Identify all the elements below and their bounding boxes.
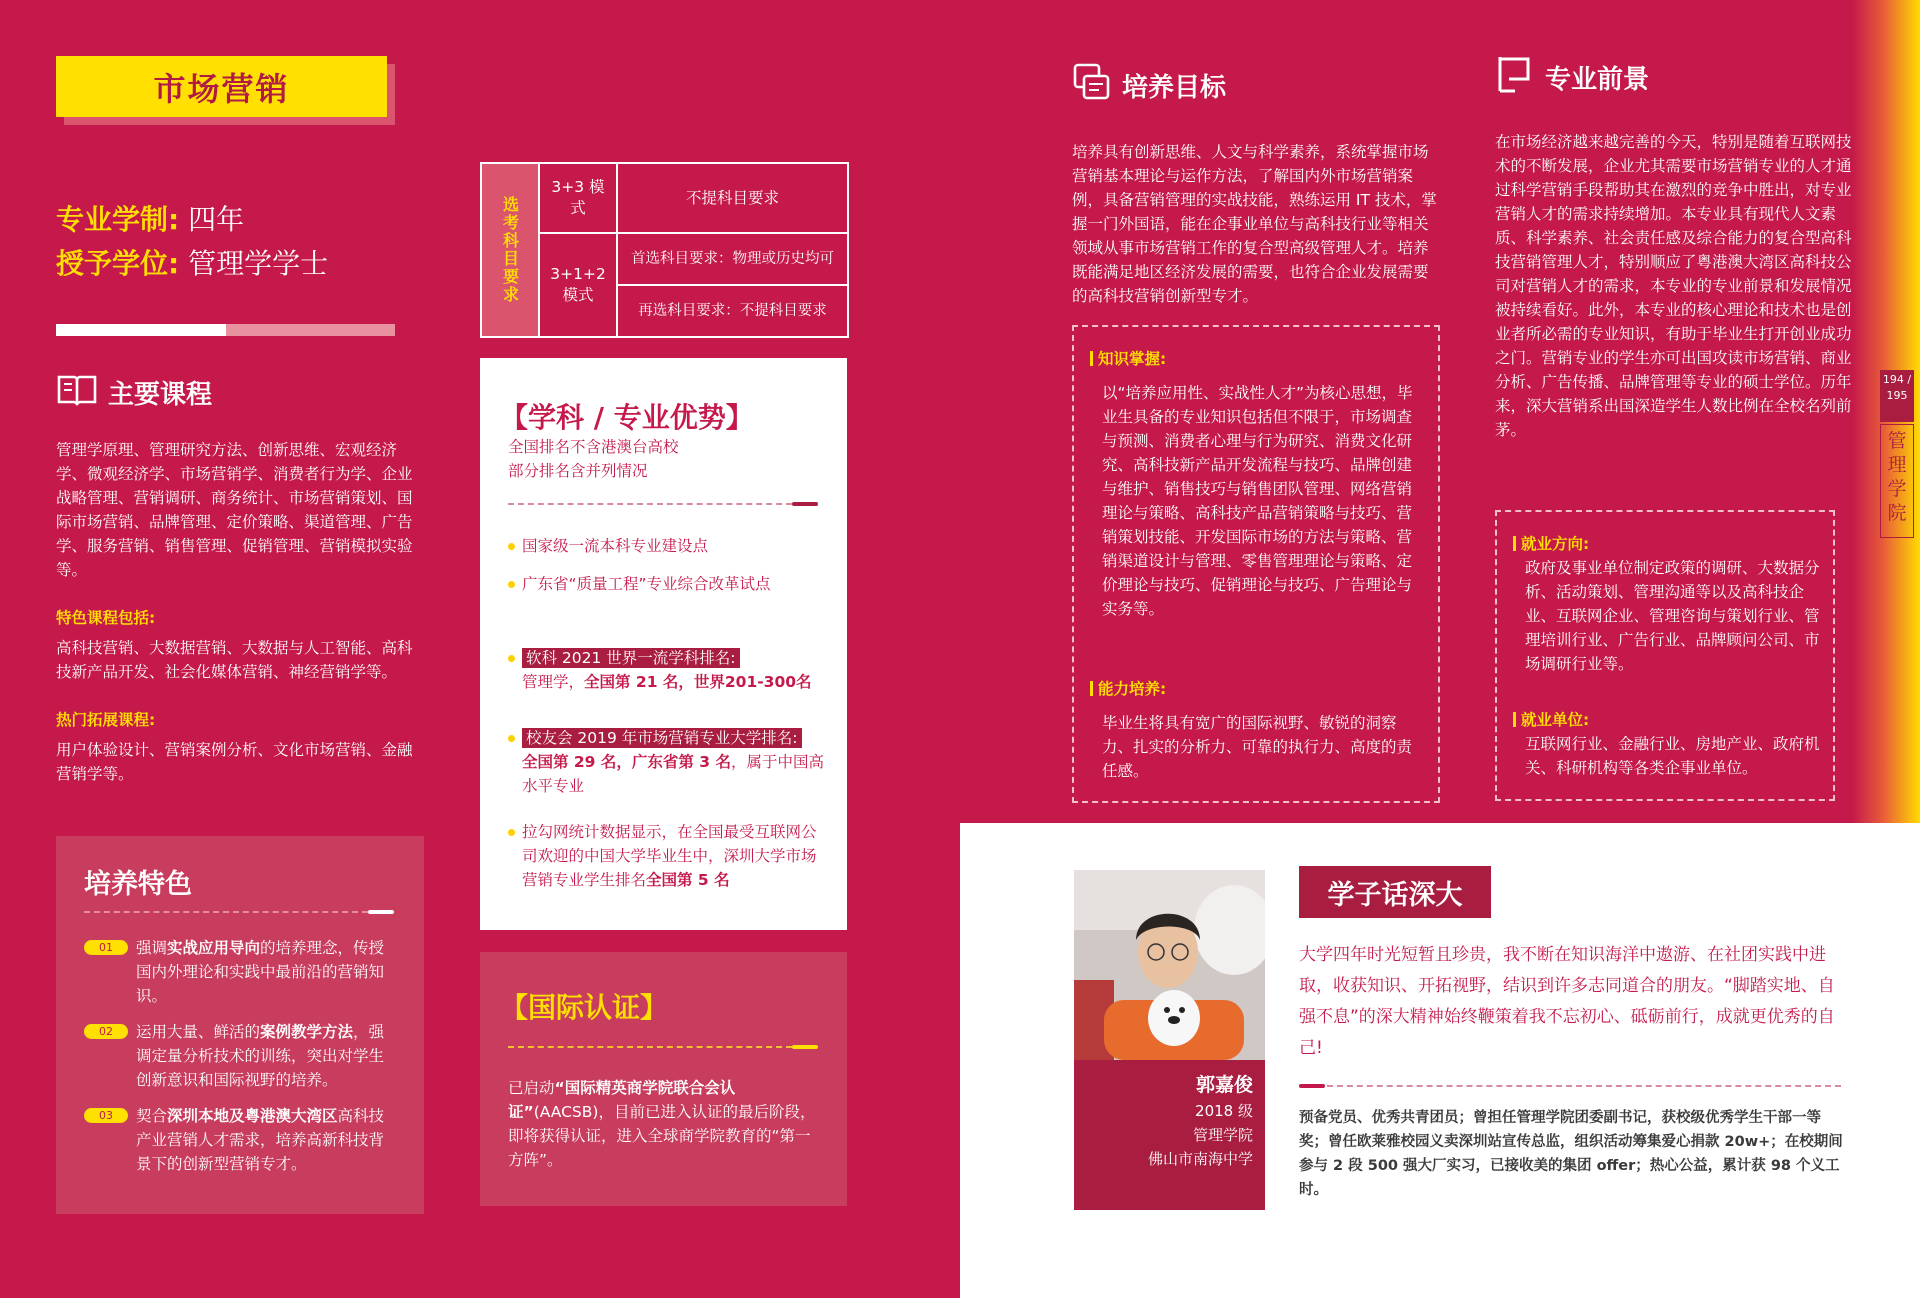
student-name: 郭嘉俊 — [1195, 1074, 1253, 1096]
student-year: 2018 级 — [1195, 1102, 1253, 1120]
student-voice-tag: 学子话深大 — [1299, 866, 1491, 918]
prospect-heading — [1495, 54, 1649, 101]
degree-value: 管理学学士 — [188, 247, 329, 280]
bar-marker — [1513, 536, 1516, 551]
advantage-item — [508, 820, 828, 892]
book-icon — [56, 372, 98, 413]
ability-text: 毕业生将具有宽广的国际视野、敏锐的洞察力、扎实的分析力、可靠的执行力、高度的责任感。 — [1102, 714, 1413, 780]
duration-line — [56, 198, 244, 238]
major-title: 市场营销 — [56, 56, 387, 117]
bullet-dot-icon — [508, 655, 515, 662]
career-heading: 就业方向: — [1513, 532, 1589, 554]
advantage-item-text: 拉勾网统计数据显示，在全国最受互联网公司欢迎的中国大学毕业生中，深圳大学市场营销专业学生排名 — [522, 823, 817, 889]
student-school: 佛山市南海中学 — [1147, 1150, 1253, 1168]
feature-text-bold: 案例教学方法 — [260, 1023, 354, 1041]
feature-number: 02 — [84, 1024, 128, 1039]
table-mode-2-req-2: 再选科目要求：不提科目要求 — [617, 285, 848, 337]
advantage-item — [508, 534, 828, 558]
table-mode-2-req-1: 首选科目要求：物理或历史均可 — [617, 233, 848, 285]
feature-item — [84, 936, 394, 1008]
feature-divider-end — [368, 910, 394, 914]
goal-heading — [1072, 62, 1226, 109]
advantage-item-text: ，属于中国高水平专业 — [522, 753, 824, 795]
quote-divider — [1327, 1085, 1841, 1087]
knowledge-text: 以“培养应用性、实战性人才”为核心思想，毕业生具备的专业知识包括但不限于，市场调查与预测、消费者心理与行为研究、消费文化研究、高科技新产品开发流程与技巧、品牌创建与维护、销售技巧与销售团队管理、网络营销理论与策略、高科技产品营销策略与技巧、营销策划技能、开发国际市场的方法与策略、营销渠道设计与管理、零售管理理论与策略、定价理论与技巧、促销理论与技巧、广告理论与实务等。 — [1102, 384, 1413, 618]
target-doc-icon — [1072, 62, 1112, 109]
intl-text-pre: 已启动 — [508, 1079, 555, 1097]
hot-heading: 热门拓展课程: — [56, 711, 156, 729]
intl-text — [508, 1076, 820, 1172]
feature-text-post: 的培养理念，传授国内外理论和实践中最前沿的营销知识。 — [136, 939, 385, 1005]
bar-marker — [1513, 712, 1516, 727]
courses-heading — [56, 372, 212, 413]
special-heading: 特色课程包括: — [56, 609, 156, 627]
unit-text: 互联网行业、金融行业、房地产业、政府机关、科研机构等各类企事业单位。 — [1525, 735, 1820, 777]
advantage-divider-end — [792, 502, 818, 506]
prospect-text: 在市场经济越来越完善的今天，特别是随着互联网技术的不断发展，企业尤其需要市场营销专业的人才通过科学营销手段帮助其在激烈的竞争中胜出，对专业营销人才的需求持续增加。本专业具有现代人文素质、科学素养、社会责任感及综合能力的复合型高科技营销管理人才，特别顺应了粤港澳大湾区高科技公司对营销人才的需求，本专业的专业前景和发展情况被持续看好。此外，本专业的核心理论和技术也是创业者所必需的专业知识，有助于毕业生打开创业成功之门。营销专业的学生亦可出国攻读市场营销、商业分析、广告传播、品牌管理等专业的硕士学位。历年来，深大营销系出国深造学生人数比例在全校名列前茅。 — [1495, 133, 1852, 439]
advantage-highlight: 校友会 2019 年市场营销专业大学排名: — [522, 728, 802, 748]
feature-text-pre: 运用大量、鲜活的 — [136, 1023, 261, 1041]
intl-divider — [508, 1046, 792, 1048]
subject-requirement-table — [480, 162, 849, 338]
advantage-box — [480, 358, 847, 930]
goal-detail-panel — [1072, 325, 1440, 803]
feature-item — [84, 1020, 394, 1092]
courses-text: 管理学原理、管理研究方法、创新思维、宏观经济学、微观经济学、市场营销学、消费者行为学、企业战略管理、营销调研、商务统计、市场营销策划、国际市场营销、品牌管理、定价策略、渠道管理、广告学、服务营销、销售管理、促销管理、营销模拟实验等。 — [56, 441, 413, 579]
advantage-item — [508, 572, 828, 596]
table-mode-1-req: 不提科目要求 — [617, 163, 848, 233]
feature-text-post: 高科技产业营销人才需求，培养高新科技背景下的创新型营销专才。 — [136, 1107, 385, 1173]
feature-text-pre: 强调 — [136, 939, 168, 957]
feature-number: 03 — [84, 1108, 128, 1123]
flag-icon — [1495, 54, 1535, 101]
degree-line — [56, 242, 328, 282]
feature-text-post: ，强调定量分析技术的训练，突出对学生创新意识和国际视野的培养。 — [136, 1023, 385, 1089]
ability-heading: 能力培养: — [1090, 677, 1166, 699]
feature-divider — [84, 911, 368, 913]
advantage-item-bold: 全国第 21 名，世界201-300名 — [584, 673, 812, 691]
feature-text-bold: 深圳本地及粤港澳大湾区 — [167, 1107, 338, 1125]
bullet-dot-icon — [508, 829, 515, 836]
advantage-sub-2: 部分排名含并列情况 — [508, 462, 648, 480]
goal-text: 培养具有创新思维、人文与科学素养，系统掌握市场营销基本理论与运作方法，了解国内外市场营销案例，具备营销管理的实战技能，熟练运用 IT 技术，掌握一门外国语，能在企事业单位与高科技行业等相关领域从事市场营销工作的复合型高级管理人才。培养既能满足地区经济发展的需要，也符合企业发展需要的高科技营销创新型专才。 — [1072, 143, 1437, 305]
feature-text-bold: 实战应用导向 — [167, 939, 261, 957]
advantage-item-bold: 全国第 29 名，广东省第 3 名 — [522, 753, 731, 771]
feature-box — [56, 836, 424, 1214]
bullet-dot-icon — [508, 581, 515, 588]
intl-text-post: (AACSB)，目前已进入认证的最后阶段，即将获得认证，进入全球商学院教育的“第一方阵”。 — [508, 1103, 816, 1169]
advantage-item — [508, 726, 828, 798]
special-text: 高科技营销、大数据营销、大数据与人工智能、高科技新产品开发、社会化媒体营销、神经营销学等。 — [56, 639, 413, 681]
prospect-title: 专业前景 — [1545, 65, 1650, 95]
career-panel — [1495, 510, 1835, 801]
advantage-item-bold: 全国第 5 名 — [646, 871, 730, 889]
career-text: 政府及事业单位制定政策的调研、大数据分析、活动策划、管理沟通等以及高科技企业、互联网企业、管理咨询与策划行业、管理培训行业、广告行业、品牌顾问公司、市场调研行业等。 — [1525, 559, 1820, 673]
advantage-highlight: 软科 2021 世界一流学科排名: — [522, 648, 740, 668]
bullet-dot-icon — [508, 543, 515, 550]
decor-progress-fill — [56, 324, 226, 336]
knowledge-heading: 知识掌握: — [1090, 347, 1166, 369]
student-photo — [1074, 870, 1265, 1060]
student-caption — [1074, 1060, 1265, 1210]
feature-item — [84, 1104, 394, 1176]
bar-marker — [1090, 351, 1093, 366]
duration-value: 四年 — [188, 203, 245, 236]
page-college: 管理学院 — [1880, 424, 1914, 538]
unit-heading: 就业单位: — [1513, 708, 1589, 730]
table-mode-2: 3+1+2 模式 — [539, 233, 617, 337]
student-quote: 大学四年时光短暂且珍贵，我不断在知识海洋中遨游、在社团实践中进取，收获知识、开拓视野，结识到许多志同道合的朋友。“脚踏实地、自强不息”的深大精神始终鞭策着我不忘初心、砥砺前行，成就更优秀的自己! — [1299, 945, 1835, 1058]
courses-title: 主要课程 — [108, 380, 213, 410]
decor-progress-bar — [56, 324, 395, 336]
advantage-item-text: 国家级一流本科专业建设点 — [522, 537, 709, 555]
degree-key: 授予学位: — [56, 247, 180, 280]
advantage-divider — [508, 503, 792, 505]
duration-key: 专业学制: — [56, 203, 180, 236]
advantage-item — [508, 646, 828, 694]
table-mode-1: 3+3 模式 — [539, 163, 617, 233]
student-college: 管理学院 — [1192, 1126, 1253, 1144]
bullet-dot-icon — [508, 735, 515, 742]
advantage-item-text: 管理学， — [522, 673, 585, 691]
feature-title: 培养特色 — [84, 869, 192, 900]
quote-divider-start — [1299, 1084, 1325, 1088]
student-achievements: 预备党员、优秀共青团员；曾担任管理学院团委副书记，获校级优秀学生干部一等奖；曾任欧莱雅校园义卖深圳站宣传总监，组织活动筹集爱心捐款 20w+；在校期间参与 2 段 500 强大厂实习，已接收美的集团 offer；热心公益，累计获 98 个义工时。 — [1299, 1110, 1843, 1198]
intl-text-bold: “国际精英商学院联合会认证” — [508, 1079, 736, 1121]
advantage-title: 【学科 / 专业优势】 — [500, 401, 754, 434]
table-side-label: 选考科目要求 — [481, 163, 539, 337]
page-tab — [1880, 370, 1914, 538]
intl-cert-box — [480, 952, 847, 1206]
goal-title: 培养目标 — [1122, 73, 1227, 103]
advantage-sub-1: 全国排名不含港澳台高校 — [508, 438, 679, 456]
bar-marker — [1090, 681, 1093, 696]
feature-number: 01 — [84, 940, 128, 955]
intl-divider-end — [792, 1045, 818, 1049]
hot-text: 用户体验设计、营销案例分析、文化市场营销、金融营销学等。 — [56, 741, 413, 783]
advantage-item-text: 广东省“质量工程”专业综合改革试点 — [522, 575, 771, 593]
page-number: 194 / 195 — [1880, 370, 1914, 422]
feature-text-pre: 契合 — [136, 1107, 168, 1125]
intl-title: 【国际认证】 — [500, 991, 669, 1024]
